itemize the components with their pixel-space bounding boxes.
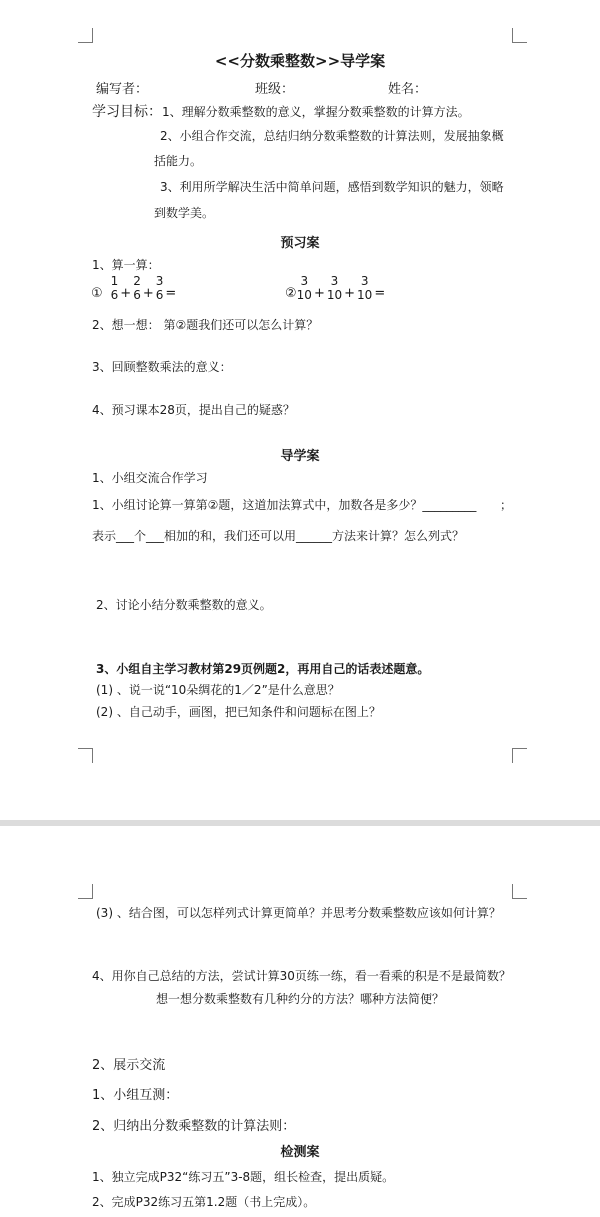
guide-section-2-q1: 1、小组互测： [92,1088,179,1103]
guide-question-1-tail: ； [500,498,513,512]
page-corner-mark [512,884,527,899]
name-field-label: 姓名： [388,82,428,97]
objective-item-2-cont: 括能力。 [154,154,203,168]
fraction: 3 10 [357,274,373,302]
guide-question-4-line2: 想一想分数乘整数有几种约分的方法？哪种方法简便？ [155,992,444,1006]
document-title: <<分数乘整数>>导学案 [214,52,386,70]
objective-item-3-cont: 到数学美。 [154,206,215,220]
preview-question-2: 2、想一想： 第②题我们还可以怎么计算？ [92,318,319,332]
guide-heading: 导学案 [280,449,320,464]
objective-item-3: 3、利用所学解决生活中简单问题，感悟到数学知识的魅力，领略 [160,180,504,194]
page-corner-mark [512,28,527,43]
preview-question-1: 1、算一算： [92,258,160,272]
expr-marker: ② [285,285,297,301]
page-corner-mark [78,748,93,763]
objectives-label: 学习目标： [92,104,162,120]
guide-question-1: 1、小组讨论算一算第②题，这道加法算式中，加数各是多少？_________ [92,498,477,512]
guide-question-3b: (2) 、自己动手，画图，把已知条件和问题标在图上？ [96,705,381,719]
objective-item-2: 2、小组合作交流，总结归纳分数乘整数的计算法则，发展抽象概 [160,129,504,143]
guide-question-1-line2: 表示___个___相加的和，我们还可以用______方法来计算？怎么列式？ [92,529,465,543]
expr-marker: ① [91,285,103,301]
test-question-1: 1、独立完成P32“练习五”3-8题，组长检查，提出质疑。 [92,1170,395,1184]
preview-heading: 预习案 [280,236,320,251]
objective-item-1: 1、理解分数乘整数的意义，掌握分数乘整数的计算方法。 [162,105,470,119]
guide-question-3a: (1) 、说一说“10朵绸花的1／2”是什么意思？ [96,683,340,697]
guide-section-2-q2: 2、归纳出分数乘整数的计算法则： [92,1119,296,1134]
preview-question-4: 4、预习课本28页，提出自己的疑惑？ [92,403,295,417]
fraction-expression-2: ② 3 10 + 3 10 + 3 10 = [285,274,386,302]
page-corner-mark [78,28,93,43]
guide-question-3c: (3) 、结合图，可以怎样列式计算更简单？并思考分数乘整数应该如何计算？ [96,906,501,920]
test-heading: 检测案 [280,1145,320,1160]
guide-section-1: 1、小组交流合作学习 [92,471,208,485]
fraction: 3 10 [326,274,343,302]
fraction-expression-1: ① 1 6 + 2 6 + 3 6 = [91,274,177,302]
guide-question-3: 3、小组自主学习教材第29页例题2，再用自己的话表述题意。 [96,662,430,676]
preview-question-3: 3、回顾整数乘法的意义： [92,360,232,374]
guide-question-2: 2、讨论小结分数乘整数的意义。 [96,598,272,612]
guide-section-2: 2、展示交流 [92,1058,166,1073]
guide-question-4: 4、用你自己总结的方法，尝试计算30页练一练，看一看乘的积是不是最简数？ [92,969,511,983]
fraction: 1 6 [110,274,119,302]
page-corner-mark [512,748,527,763]
fraction: 2 6 [133,274,141,302]
page-corner-mark [78,884,93,899]
fraction: 3 6 [155,274,164,302]
class-field-label: 班级： [255,82,295,97]
page-break [0,820,600,826]
objectives-section [92,101,470,121]
author-field-label: 编写者： [96,82,149,97]
test-question-2: 2、完成P32练习五第1.2题（书上完成）。 [92,1195,316,1209]
fraction: 3 10 [296,274,312,302]
